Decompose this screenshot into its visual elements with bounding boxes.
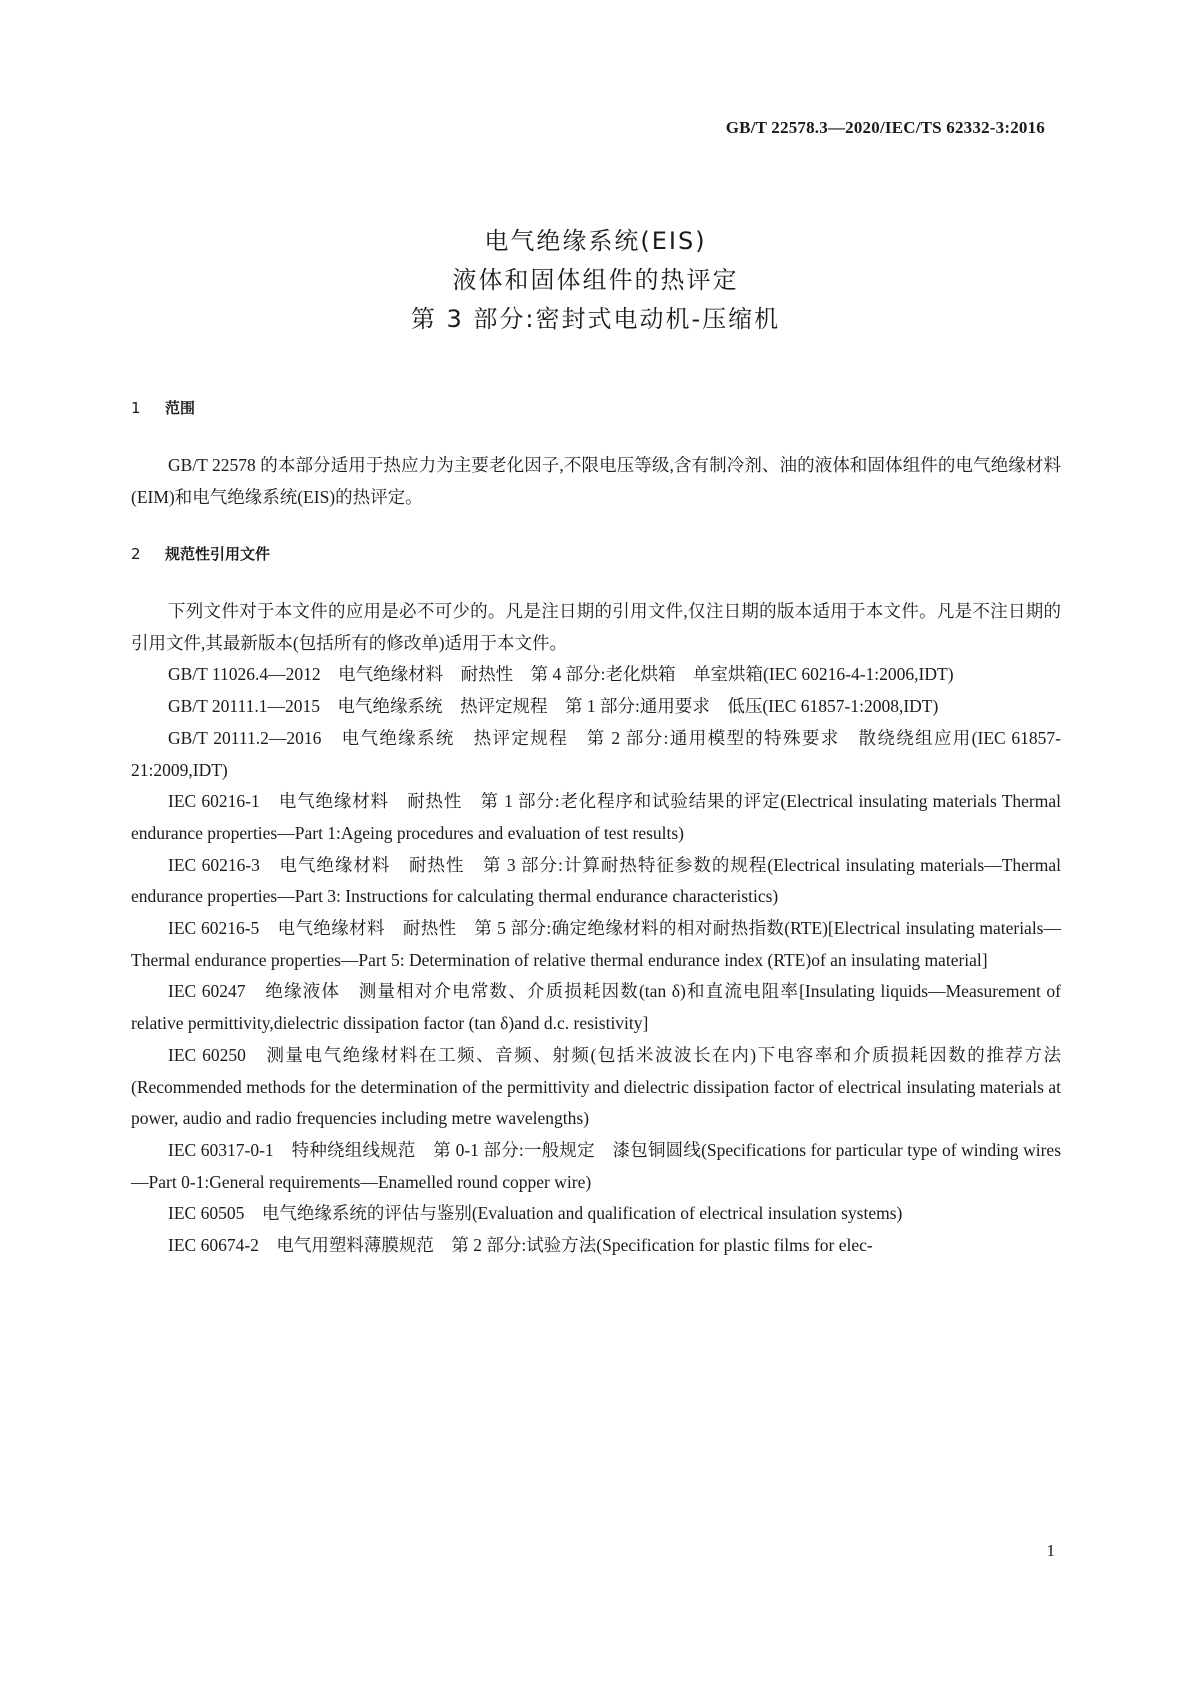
reference-entry: IEC 60674-2 电气用塑料薄膜规范 第 2 部分:试验方法(Specification for plastic films for elec- [168,1235,873,1256]
section-title: 规范性引用文件 [165,545,271,563]
reference-entry: GB/T 20111.1—2015 电气绝缘系统 热评定规程 第 1 部分:通用要求 低压(IEC 61857-1:2008,IDT) [168,696,939,717]
section-heading-normative-references [131,543,270,564]
section-body-scope [131,450,1061,513]
section-body-normative-references [131,596,1061,1262]
section-number: 1 [131,399,141,417]
section-title: 范围 [165,399,196,417]
title-line-3: 第 3 部分:密封式电动机-压缩机 [410,305,781,333]
reference-entry: IEC 60250 测量电气绝缘材料在工频、音频、射频(包括米波波长在内)下电容率和介质损耗因数的推荐方法(Recommended methods for the determination of the permittivity and dielectric dissipation factor of electrical insulating materials at power, audio and radio frequencies including metre wavelengths) [131,1044,1061,1129]
reference-entry: IEC 60216-5 电气绝缘材料 耐热性 第 5 部分:确定绝缘材料的相对耐热指数(RTE)[Electrical insulating materials—Thermal endurance properties—Part 5: Determination of relative thermal endurance index (RTE)of an insulating material] [131,918,1061,970]
title-line-2: 液体和固体组件的热评定 [452,266,739,294]
section-heading-scope [131,397,195,418]
reference-entry: IEC 60247 绝缘液体 测量相对介电常数、介质损耗因数(tan δ)和直流电阻率[Insulating liquids—Measurement of relative permittivity,dielectric dissipation factor (tan δ)and d.c. resistivity] [131,981,1061,1034]
page-number: 1 [1046,1541,1055,1560]
document-identifier: GB/T 22578.3—2020/IEC/TS 62332-3:2016 [725,118,1045,137]
section-number: 2 [131,545,141,563]
document-title [0,222,1191,339]
reference-entry: IEC 60216-3 电气绝缘材料 耐热性 第 3 部分:计算耐热特征参数的规程(Electrical insulating materials—Thermal endurance properties—Part 3: Instructions for calculating thermal endurance characteristics) [131,854,1061,907]
reference-entry: GB/T 11026.4—2012 电气绝缘材料 耐热性 第 4 部分:老化烘箱 单室烘箱(IEC 60216-4-1:2006,IDT) [168,664,954,685]
reference-entry: IEC 60216-1 电气绝缘材料 耐热性 第 1 部分:老化程序和试验结果的评定(Electrical insulating materials Thermal endurance properties—Part 1:Ageing procedures and evaluation of test results) [131,791,1061,843]
paragraph: 下列文件对于本文件的应用是必不可少的。凡是注日期的引用文件,仅注日期的版本适用于本文件。凡是不注日期的引用文件,其最新版本(包括所有的修改单)适用于本文件。 [131,601,1061,653]
title-line-1: 电气绝缘系统(EIS) [484,227,707,255]
reference-entry: IEC 60505 电气绝缘系统的评估与鉴别(Evaluation and qualification of electrical insulation systems) [168,1203,903,1224]
paragraph: GB/T 22578 的本部分适用于热应力为主要老化因子,不限电压等级,含有制冷剂、油的液体和固体组件的电气绝缘材料(EIM)和电气绝缘系统(EIS)的热评定。 [131,455,1061,507]
reference-entry: IEC 60317-0-1 特种绕组线规范 第 0-1 部分:一般规定 漆包铜圆线(Specifications for particular type of winding wires—Part 0-1:General requirements—Enamelled round copper wire) [131,1139,1061,1192]
reference-entry: GB/T 20111.2—2016 电气绝缘系统 热评定规程 第 2 部分:通用模型的特殊要求 散绕绕组应用(IEC 61857-21:2009,IDT) [131,727,1061,780]
